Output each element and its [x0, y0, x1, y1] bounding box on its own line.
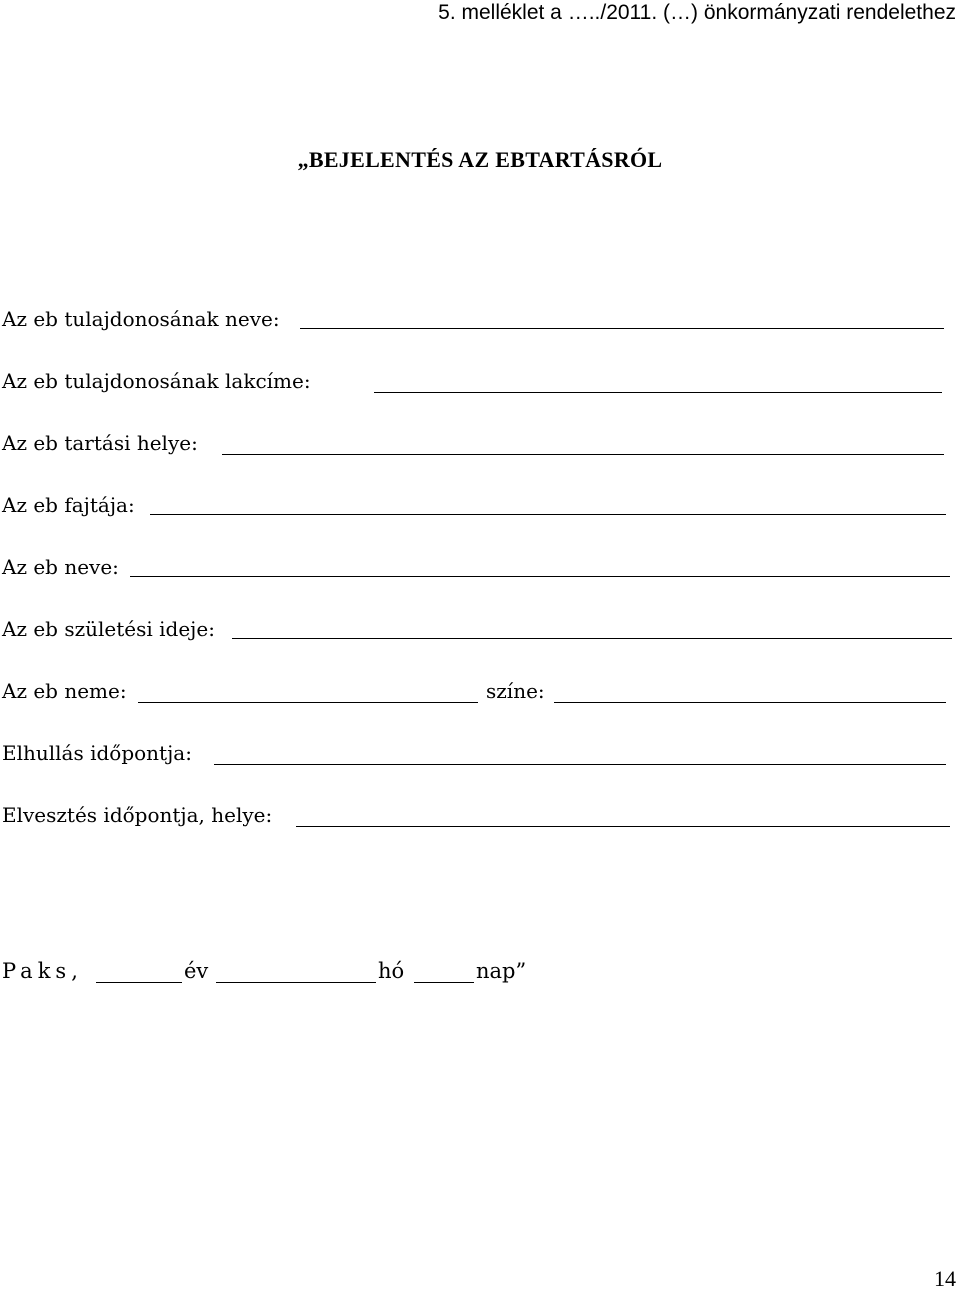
year-label: év	[184, 959, 209, 983]
keeping-place-field[interactable]	[222, 454, 944, 455]
dog-name-row	[0, 554, 960, 588]
owner-name-label: Az eb tulajdonosának neve:	[2, 307, 280, 331]
sex-label: Az eb neme:	[2, 679, 127, 703]
owner-address-row	[0, 368, 960, 402]
day-field[interactable]	[414, 982, 474, 983]
owner-name-field[interactable]	[300, 328, 944, 329]
owner-name-row	[0, 306, 960, 340]
loss-info-row	[0, 802, 960, 836]
annex-note: 5. melléklet a …../2011. (…) önkormányzati rendelethez	[438, 1, 956, 24]
page-number: 14	[934, 1266, 956, 1291]
city-label: Paks,	[2, 959, 83, 983]
birth-date-field[interactable]	[232, 638, 952, 639]
day-label: nap”	[476, 959, 527, 983]
loss-info-label: Elvesztés időpontja, helye:	[2, 803, 273, 827]
loss-info-field[interactable]	[296, 826, 950, 827]
color-label: színe:	[486, 679, 545, 703]
keeping-place-label: Az eb tartási helye:	[2, 431, 198, 455]
color-field[interactable]	[554, 702, 946, 703]
death-date-row	[0, 740, 960, 774]
keeping-place-row	[0, 430, 960, 464]
sex-field[interactable]	[138, 702, 478, 703]
death-date-field[interactable]	[214, 764, 946, 765]
dog-name-field[interactable]	[130, 576, 950, 577]
year-field[interactable]	[96, 982, 182, 983]
breed-row	[0, 492, 960, 526]
month-label: hó	[378, 959, 405, 983]
owner-address-field[interactable]	[374, 392, 942, 393]
month-field[interactable]	[216, 982, 376, 983]
date-line-row	[0, 958, 960, 992]
birth-date-row	[0, 616, 960, 650]
birth-date-label: Az eb születési ideje:	[2, 617, 215, 641]
owner-address-label: Az eb tulajdonosának lakcíme:	[2, 369, 311, 393]
death-date-label: Elhullás időpontja:	[2, 741, 192, 765]
sex-color-row	[0, 678, 960, 712]
page-title: „BEJELENTÉS AZ EBTARTÁSRÓL	[297, 147, 663, 172]
breed-field[interactable]	[150, 514, 946, 515]
breed-label: Az eb fajtája:	[2, 493, 135, 517]
dog-name-label: Az eb neve:	[2, 555, 119, 579]
